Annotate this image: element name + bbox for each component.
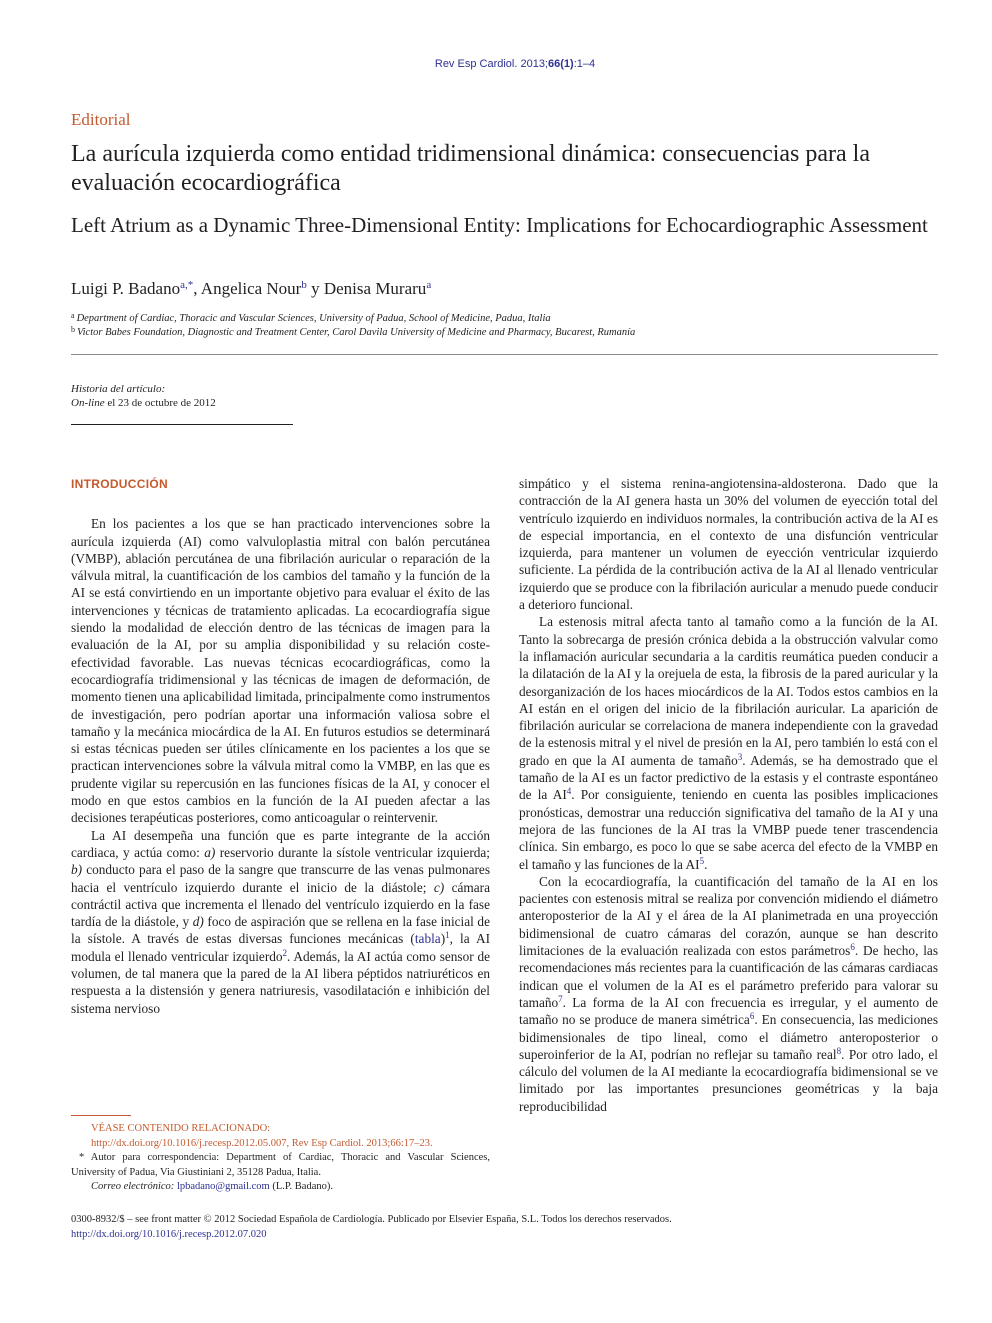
author-name: Angelica Nour <box>200 279 302 298</box>
reference-link[interactable]: 1 <box>445 930 450 941</box>
reference-link[interactable]: 6 <box>749 1011 755 1022</box>
history-label: Historia del artículo: <box>71 383 166 395</box>
correspondence-note <box>71 1151 490 1180</box>
email-link[interactable]: lpbadano@gmail.com <box>176 1181 270 1192</box>
footnotes <box>71 1122 490 1195</box>
affiliation-text: Department of Cardiac, Thoracic and Vascular Sciences, University of Padua, School of Medicine, Padua, Italia <box>76 313 551 324</box>
body-paragraph: En los pacientes a los que se han practicado intervenciones sobre la aurícula izquierda (AI) como valvuloplastia mitral con balón percutánea (VMBP), ablación percutánea de una fibrilación auricular o reparación de la válvula mitral, la cuantificación de los cambios del tamaño y la función de la AI se está convirtiendo en un importante objetivo para evaluar el éxito de las intervenciones y técnicas de tratamiento aplicadas. La ecocardiografía sigue siendo la modalidad de elección dentro de las técnicas de imagen para la evaluación de la AI, por su amplia disponibilidad y su relación coste-efectividad favorable. Las nuevas técnicas ecocardiográficas, como la ecocardiografía tridimensional y las técnicas de imagen de deformación, de momento tienen una aplicabilidad limitada, principalmente como instrumentos de investigación, pero podrían aportar una información valiosa sobre el tamaño y la mecánica miocárdica de la AI. En futuros estudios se determinará si estas técnicas pueden ser útiles clínicamente en los pacientes a los que se practican intervenciones sobre la válvula mitral como la VMBP, en las que es prudente vigilar su repercusión en las funciones físicas de la AI, y conocer el modo en que estos cambios en la función de la AI pueden afectar a las decisiones terapéuticas posteriores, como anticoagular o reintervenir. <box>71 516 490 826</box>
table-link[interactable]: tabla <box>414 931 441 947</box>
body-column-right <box>519 475 938 1115</box>
email-line <box>71 1180 490 1195</box>
journal-citation[interactable] <box>0 58 992 70</box>
author-affiliation-mark[interactable]: b <box>301 279 307 291</box>
body-paragraph: La estenosis mitral afecta tanto al tamaño como a la función de la AI. Tanto la sobrecarga de presión crónica debida a la obstrucción valvular como la inflamación auricular secundaria a la carditis reumática pueden conducir a la dilatación de la AI y la orejuela de esta, la fibrosis de la pared auricular y la desorganización de los haces miocárdicos de la AI. Todos estos cambios en la AI están en el origen del inicio de la fibrilación auricular. La aparición de fibrilación auricular se correlaciona de manera independiente con la gravedad de la estenosis mitral y el nivel de presión en la AI, pero también lo está con el grado en que la AI aumenta de tamaño$^3$. Además, se ha demostrado que el tamaño de la AI es un factor predictivo de la estasis y el contraste espontáneo de la $AI^4$. Por consiguiente, teniendo en cuenta las posibles implicaciones pronósticas, demostrar una reducción significativa del tamaño de la AI y una mejora de las funciones de la AI tras la VMBP puede tener trascendencia clínica. Sin embargo, es poco lo que se sabe acerca del efecto de la VMBP en el tamaño y las funciones de la $AI^5$. <box>519 614 939 872</box>
journal-pages: :1–4 <box>573 58 596 70</box>
author-list: Luigi P. Badano$^{a,*}$, Angelica Nour$^b$ y Denisa Muraru$^a$ <box>71 279 432 298</box>
reference-link[interactable]: 4 <box>566 786 572 797</box>
author-affiliation-mark[interactable]: a <box>426 279 432 291</box>
affiliation-mark: a <box>71 311 75 320</box>
related-content-label: VÉASE CONTENIDO RELACIONADO: <box>91 1123 271 1134</box>
body-paragraph: La AI desempeña una función que es parte integrante de la acción cardiaca, y actúa como: a) reservorio durante la sístole ventricular izquierda; b) conducto para el paso de la sangre que transcurre de las venas pulmonares hacia el ventrículo izquierdo durante el inicio de la diástole; c) cámara contráctil activa que incrementa el llenado del ventrículo izquierdo en la fase tardía de la diástole, y d) foco de aspiración que se rellena en la fase inicial de la sístole. A través de estas diversas funciones mecánicas (tabla)$^1$, la AI modula el llenado ventricular izquierdo$^2$. Además, la AI actúa como sensor de volumen, de tal manera que la pared de la AI libera péptidos natriuréticos en respuesta a la distensión y genera natriuresis, vasodilatación e inhibición del sistema nervioso <box>71 827 491 1016</box>
article-title-spanish: La aurícula izquierda como entidad tridimensional dinámica: consecuencias para la evaluación ecocardiográfica <box>71 141 870 196</box>
affiliation-text: Victor Babes Foundation, Diagnostic and Treatment Center, Carol Davila University of Medicine and Pharmacy, Bucarest, Rumanía <box>77 327 636 338</box>
author-name: Denisa Muraru <box>323 279 427 298</box>
correspondence-text: Autor para correspondencia: Department of Cardiac, Thoracic and Vascular Sciences, University of Padua, Via Giustiniani 2, 35128 Padua, Italia. <box>71 1152 491 1178</box>
body-column-left <box>71 470 490 1017</box>
affiliation <box>71 327 635 338</box>
reference-link[interactable]: 8 <box>836 1045 842 1056</box>
body-paragraph: simpático y el sistema renina-angiotensina-aldosterona. Dado que la contracción de la AI genera hasta un 30% del volumen de eyección total del ventrículo izquierdo en individuos normales, la contribución activa de la AI es de especial importancia, en el contexto de una disfunción ventricular izquierda, para mantener un volumen de eyección ventricular izquierdo suficiente. La pérdida de la contribución activa de la AI al llenado ventricular izquierdo que se produce con la fibrilación auricular a menudo puede conducir a deterioro funcional. <box>519 476 938 613</box>
email-name: (L.P. Badano). <box>272 1181 334 1192</box>
reference-link[interactable]: 3 <box>737 751 743 762</box>
footnote-divider <box>71 1115 131 1116</box>
body-paragraph: Con la ecocardiografía, la cuantificación del tamaño de la AI en los pacientes con estenosis mitral se realiza por convención midiendo el diámetro anteroposterior de la AI y el área de la AI planimetrada en una proyección bidimensional de cuatro cámaras del corazón, aunque se han descrito limitaciones de la evaluación realizada con estos parámetros$^6$. De hecho, las recomendaciones más recientes para la cuantificación de las cámaras cardiacas indican que el volumen de la AI es el parámetro preferido para valorar su tamaño$^7$. La forma de la AI con frecuencia es irregular, y el aumento de tamaño no se produce de manera simétrica$^6$. En consecuencia, las mediciones bidimensionales de tipo lineal, como el diámetro anteroposterior o superoinferior de la AI, podrían no reflejar su tamaño real$^8$. Por otro lado, el cálculo del volumen de la AI mediante la ecocardiografía bidimensional se ve limitado por las importantes presunciones geométricas y la baja reproducibilidad <box>519 873 938 1114</box>
header-divider <box>71 354 938 355</box>
copyright-notice: 0300-8932/$ – see front matter © 2012 Sociedad Española de Cardiología. Publicado por Elsevier España, S.L. Todos los derechos reservados. <box>71 1214 672 1225</box>
history-online: On-line <box>71 397 105 409</box>
author-conjunction: y <box>311 279 320 298</box>
journal-volume: 66(1) <box>548 58 574 70</box>
email-label: Correo electrónico: <box>91 1181 175 1192</box>
author-affiliation-mark[interactable]: a,* <box>180 279 194 291</box>
journal-name: Rev Esp Cardiol. 2013; <box>434 58 548 70</box>
doi-link[interactable]: http://dx.doi.org/10.1016/j.recesp.2012.07.020 <box>71 1229 267 1240</box>
reference-link[interactable]: 7 <box>558 993 563 1004</box>
affiliation <box>71 313 551 324</box>
article-title-english: Left Atrium as a Dynamic Three-Dimensional Entity: Implications for Echocardiographic Assessment <box>71 213 928 237</box>
correspondence-mark: * <box>79 1152 85 1163</box>
history-date <box>71 397 216 409</box>
section-type: Editorial <box>71 110 131 129</box>
related-content-link[interactable]: http://dx.doi.org/10.1016/j.recesp.2012.05.007, Rev Esp Cardiol. 2013;66:17–23. <box>91 1137 433 1149</box>
history-divider <box>71 424 293 425</box>
section-heading: INTRODUCCIÓN <box>71 477 168 491</box>
reference-link[interactable]: 5 <box>699 855 705 866</box>
affiliation-mark: b <box>71 325 75 334</box>
reference-link[interactable]: 6 <box>850 942 855 953</box>
reference-link[interactable]: 2 <box>282 947 288 958</box>
history-date-text: el 23 de octubre de 2012 <box>107 397 216 409</box>
author-name: Luigi P. Badano <box>71 279 181 298</box>
